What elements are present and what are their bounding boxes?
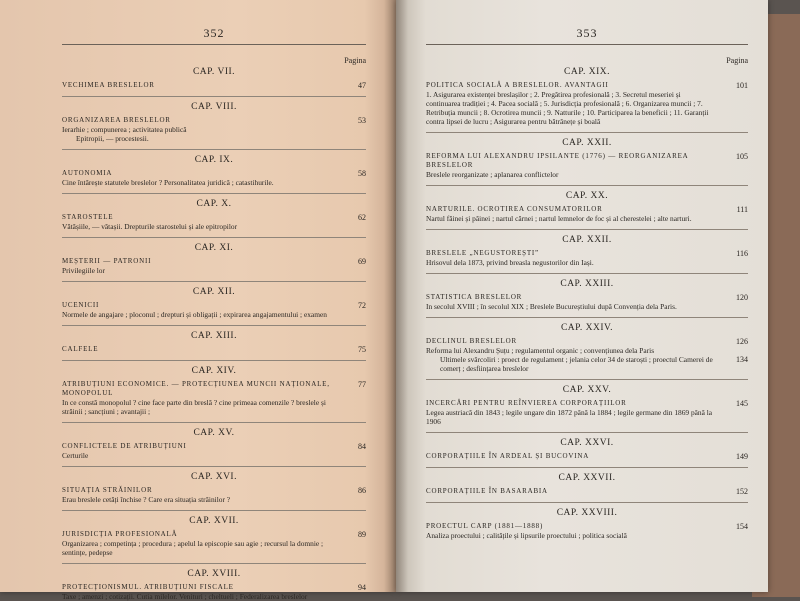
chapter-title: REFORMA LUI ALEXANDRU IPSILANTE (1776) — REORGANIZAREA BRESLELOR bbox=[426, 152, 689, 169]
chapter-title: CORPORAȚIILE ÎN BASARABIA bbox=[426, 487, 548, 495]
chapter-summary: In ce constă monopolul ? cine face parte din breslă ? cine primeaa comenzile ? breslele și străinii ; sancțiuni ; avantajii ; bbox=[62, 398, 326, 416]
divider bbox=[62, 422, 366, 423]
chapter-heading: CAP. XVI. bbox=[191, 472, 237, 482]
toc-entry bbox=[426, 249, 748, 267]
chapter-heading: CAP. XXVII. bbox=[558, 473, 616, 483]
chapter-summary: Normele de angajare ; ploconul ; drepturi și obligații ; expirarea angajamentului ; examen bbox=[62, 310, 327, 319]
chapter-page-number: 145 bbox=[736, 399, 748, 408]
chapter-summary bbox=[426, 355, 748, 373]
chapter-title: UCENICII bbox=[62, 301, 100, 309]
chapter-summary: Reforma lui Alexandru Șuțu ; regulamentul organic ; convențiunea dela Paris bbox=[426, 346, 655, 355]
chapter-heading: CAP. VIII. bbox=[191, 102, 237, 112]
toc-entry bbox=[426, 337, 748, 373]
chapter-heading: CAP. XXIII. bbox=[560, 279, 614, 289]
divider bbox=[426, 502, 748, 503]
toc-entry bbox=[62, 301, 366, 319]
divider bbox=[62, 360, 366, 361]
toc-entry bbox=[62, 116, 366, 143]
chapter-summary-text: Ultimele svârcoliri : proect de regulament ; jelania celor 34 de staroști ; proectul Camerei de comerț ; desființarea breslelor bbox=[440, 355, 713, 373]
chapter-title: INCERCĂRI PENTRU REÎNVIEREA CORPORAȚIILOR bbox=[426, 399, 627, 407]
chapter-heading: CAP. IX. bbox=[194, 155, 234, 165]
chapter-heading: CAP. XXII. bbox=[562, 235, 612, 245]
divider bbox=[62, 281, 366, 282]
chapter-page-number: 53 bbox=[358, 116, 366, 125]
toc-entry bbox=[426, 399, 748, 426]
divider bbox=[426, 432, 748, 433]
chapter-summary: Epitropii, — procestesii. bbox=[76, 134, 149, 143]
chapter-summary: 1. Asigurarea existenței breslașilor ; 2. Pregătirea profesională ; 3. Secretul meseriei și continuarea tradiției ; 4. Pacea socială ; 5. Jurisdicția profesională ; 6. Organizarea muncii ; 7. Retribuția muncii ; 8. Ocrotirea muncii ; 9. Natturile ; 10. Participarea la beneficii ; 11. Garanții contra lipsei de lucru ; Asigurarea pentru bătrânețe și boală bbox=[426, 90, 709, 126]
divider bbox=[62, 149, 366, 150]
toc-list-right bbox=[426, 67, 748, 540]
chapter-summary: Vătășiile, — vătașii. Drepturile starostelui și ale epitropilor bbox=[62, 222, 238, 231]
toc-entry bbox=[426, 293, 748, 311]
left-page bbox=[0, 0, 396, 601]
chapter-page-number: 152 bbox=[736, 487, 748, 496]
chapter-heading: CAP. XIV. bbox=[191, 366, 237, 376]
chapter-heading: CAP. XI. bbox=[194, 243, 234, 253]
chapter-heading: CAP. XVII. bbox=[189, 516, 239, 526]
chapter-heading: CAP. XV. bbox=[193, 428, 235, 438]
chapter-summary: Taxe ; amenzi ; cotizații. Cutia milelor. Venituri ; cheltueli ; Federalizarea breslelor bbox=[62, 592, 308, 601]
chapter-title: STATISTICA BRESLELOR bbox=[426, 293, 523, 301]
chapter-heading: CAP. XXIV. bbox=[560, 323, 614, 333]
chapter-page-number: 126 bbox=[736, 337, 748, 346]
divider bbox=[62, 193, 366, 194]
toc-entry bbox=[62, 530, 366, 557]
right-page bbox=[396, 0, 768, 592]
chapter-summary: Cine întărește statutele breslelor ? Personalitatea juridică ; catastihurile. bbox=[62, 178, 274, 187]
chapter-title: ATRIBUȚIUNI ECONOMICE. — PROTECȚIUNEA MUNCII NAȚIONALE, MONOPOLUL bbox=[62, 380, 330, 397]
chapter-heading: CAP. XIII. bbox=[191, 331, 237, 341]
chapter-summary: Certurile bbox=[62, 451, 89, 460]
divider bbox=[426, 273, 748, 274]
divider bbox=[62, 466, 366, 467]
chapter-page-number: 89 bbox=[358, 530, 366, 539]
chapter-page-number: 62 bbox=[358, 213, 366, 222]
chapter-page-number: 77 bbox=[358, 380, 366, 389]
chapter-summary: Analiza proectului ; calitățile și lipsurile proectului ; politica socială bbox=[426, 531, 627, 540]
toc-entry bbox=[62, 169, 366, 187]
chapter-title: CORPORAȚIILE ÎN ARDEAL ȘI BUCOVINA bbox=[426, 452, 590, 460]
chapter-heading: CAP. XXVI. bbox=[560, 438, 614, 448]
chapter-heading: CAP. XII. bbox=[192, 287, 236, 297]
chapter-summary: Hrisovul dela 1873, privind breasla negustorilor din Iași. bbox=[426, 258, 594, 267]
toc-entry bbox=[62, 345, 366, 354]
toc-entry bbox=[62, 213, 366, 231]
chapter-page-number: 116 bbox=[736, 249, 748, 258]
divider bbox=[426, 185, 748, 186]
chapter-page-number: 69 bbox=[358, 257, 366, 266]
divider bbox=[62, 563, 366, 564]
chapter-title: POLITICA SOCIALĂ A BRESLELOR. AVANTAGII bbox=[426, 81, 609, 89]
divider bbox=[62, 510, 366, 511]
chapter-title: NARTURILE. OCROTIREA CONSUMATORILOR bbox=[426, 205, 603, 213]
chapter-summary: Organizarea ; competința ; procedura ; apelul la episcopie sau agie ; recursul la domnie ; sentințe, pedepse bbox=[62, 539, 324, 557]
chapter-heading: CAP. XIX. bbox=[564, 67, 610, 77]
chapter-summary: Breslele reorganizate ; aplanarea conflictelor bbox=[426, 170, 559, 179]
chapter-summary: Legea austriacă din 1843 ; legile ungare din 1872 până la 1884 ; legile germane din 1869 până la 1906 bbox=[426, 408, 713, 426]
chapter-page-number: 105 bbox=[736, 152, 748, 161]
chapter-page-number: 72 bbox=[358, 301, 366, 310]
chapter-title: CONFLICTELE DE ATRIBUȚIUNI bbox=[62, 442, 187, 450]
chapter-page-number: 120 bbox=[736, 293, 748, 302]
page-number-right: 353 bbox=[426, 26, 748, 45]
chapter-title: AUTONOMIA bbox=[62, 169, 113, 177]
toc-entry bbox=[426, 522, 748, 540]
chapter-title: ORGANIZAREA BRESLELOR bbox=[62, 116, 171, 124]
chapter-summary: Privilegiile lor bbox=[62, 266, 105, 275]
chapter-heading: CAP. XX. bbox=[565, 191, 609, 201]
toc-entry bbox=[426, 152, 748, 179]
divider bbox=[426, 467, 748, 468]
toc-entry bbox=[426, 81, 748, 126]
chapter-title: PROTECȚIONISMUL. ATRIBUȚIUNI FISCALE bbox=[62, 583, 234, 591]
chapter-page-number: 47 bbox=[358, 81, 366, 90]
chapter-title: VECHIMEA BRESLELOR bbox=[62, 81, 155, 89]
divider bbox=[62, 96, 366, 97]
chapter-title: MEȘTERII — PATRONII bbox=[62, 257, 152, 265]
chapter-title: JURISDICȚIA PROFESIONALĂ bbox=[62, 530, 178, 538]
chapter-heading: CAP. XXVIII. bbox=[556, 508, 618, 518]
toc-entry bbox=[62, 257, 366, 275]
chapter-summary: Ierarhie ; compunerea ; activitatea publică bbox=[62, 125, 187, 134]
divider bbox=[426, 379, 748, 380]
chapter-title: BRESLELE „NEGUSTOREȘTI” bbox=[426, 249, 539, 257]
toc-list-left bbox=[62, 67, 366, 601]
pagina-label-left: Pagina bbox=[344, 56, 366, 65]
divider bbox=[62, 237, 366, 238]
chapter-page-number: 84 bbox=[358, 442, 366, 451]
chapter-heading: CAP. X. bbox=[196, 199, 232, 209]
chapter-title: SITUAȚIA STRĂINILOR bbox=[62, 486, 153, 494]
toc-entry bbox=[62, 583, 366, 601]
book-spine bbox=[384, 0, 408, 592]
pagina-label-right: Pagina bbox=[726, 56, 748, 65]
toc-entry bbox=[62, 442, 366, 460]
chapter-heading: CAP. XXII. bbox=[562, 138, 612, 148]
chapter-page-number: 58 bbox=[358, 169, 366, 178]
page-number-left: 352 bbox=[62, 26, 366, 45]
toc-entry bbox=[426, 487, 748, 496]
divider bbox=[426, 132, 748, 133]
chapter-page-number: 154 bbox=[736, 522, 748, 531]
chapter-page-number: 86 bbox=[358, 486, 366, 495]
toc-entry bbox=[62, 81, 366, 90]
chapter-summary: Nartul făinei și pâinei ; nartul cărnei ; nartul lemnelor de foc și al cherestelei ; alte narturi. bbox=[426, 214, 692, 223]
toc-entry bbox=[426, 452, 748, 461]
chapter-summary: In secolul XVIII ; în secolul XIX ; Breslele Bucureștiului după Convenția dela Paris. bbox=[426, 302, 677, 311]
toc-entry bbox=[62, 486, 366, 504]
chapter-heading: CAP. VII. bbox=[192, 67, 236, 77]
chapter-title: STAROSTELE bbox=[62, 213, 114, 221]
chapter-summary: Erau breslele cetăți închise ? Care era situația străinilor ? bbox=[62, 495, 231, 504]
chapter-title: PROECTUL CARP (1881—1888) bbox=[426, 522, 544, 530]
chapter-page-number: 149 bbox=[736, 452, 748, 461]
chapter-title: DECLINUL BRESLELOR bbox=[426, 337, 517, 345]
chapter-heading: CAP. XXV. bbox=[562, 385, 612, 395]
divider bbox=[62, 325, 366, 326]
chapter-page-number: 75 bbox=[358, 345, 366, 354]
chapter-page-number: 101 bbox=[736, 81, 748, 90]
toc-entry bbox=[62, 380, 366, 416]
toc-entry bbox=[426, 205, 748, 223]
chapter-page-number: 94 bbox=[358, 583, 366, 592]
divider bbox=[426, 317, 748, 318]
chapter-page-number: 111 bbox=[736, 205, 748, 214]
chapter-page-number: 134 bbox=[736, 355, 748, 364]
divider bbox=[426, 229, 748, 230]
chapter-heading: CAP. XVIII. bbox=[187, 569, 241, 579]
chapter-title: CALFELE bbox=[62, 345, 99, 353]
